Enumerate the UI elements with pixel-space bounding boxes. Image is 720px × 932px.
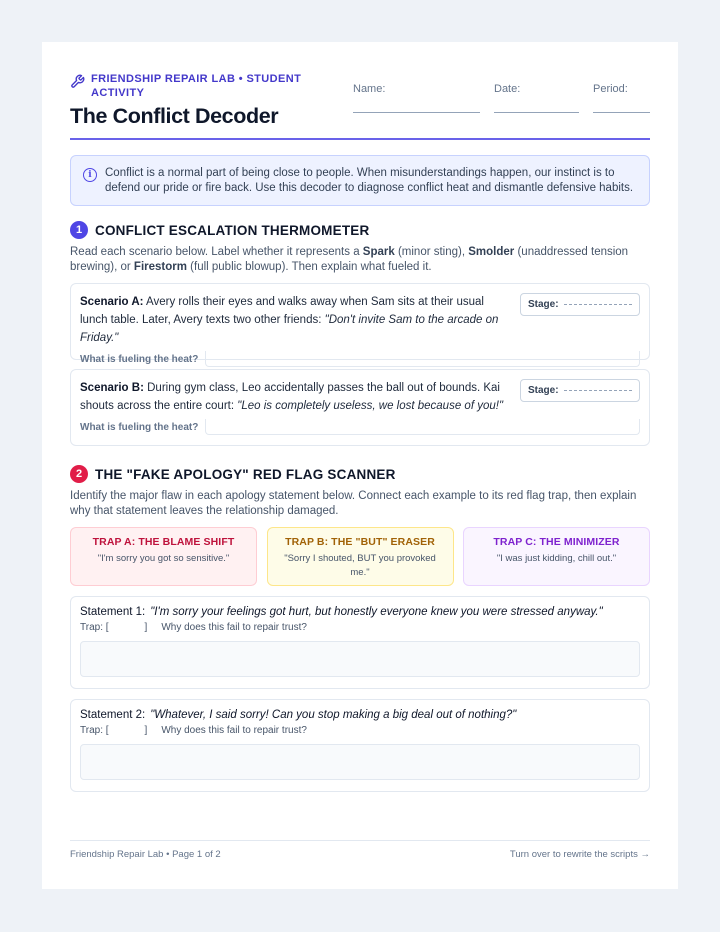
brand xyxy=(70,72,330,129)
page-title: The Conflict Decoder xyxy=(70,104,279,128)
stage-input[interactable] xyxy=(520,379,640,402)
date-field[interactable] xyxy=(494,83,579,113)
fuel-answer-input[interactable] xyxy=(205,351,640,367)
trap-quote: "Sorry I shouted, BUT you provoked me." xyxy=(284,553,436,578)
spark-term: Spark xyxy=(362,246,395,258)
header-rule xyxy=(70,138,650,140)
fuel-row xyxy=(80,419,640,435)
statement-line xyxy=(80,606,640,618)
firestorm-term: Firestorm xyxy=(133,260,187,273)
statement-line xyxy=(80,709,640,721)
why-question: Why does this fail to repair trust? xyxy=(161,725,307,736)
trap-quote: "I'm sorry you got so sensitive." xyxy=(97,553,230,564)
section-1-title: CONFLICT ESCALATION THERMOMETER xyxy=(95,222,370,238)
smolder-term: Smolder xyxy=(468,246,515,258)
section-2-title: THE "FAKE APOLOGY" RED FLAG SCANNER xyxy=(95,466,396,482)
answer-box[interactable] xyxy=(80,641,640,677)
period-field[interactable] xyxy=(593,83,650,113)
footer-left: Friendship Repair Lab • Page 1 of 2 xyxy=(70,849,221,860)
name-line[interactable] xyxy=(353,112,480,113)
section-2-number: 2 xyxy=(70,465,88,483)
statement-prompts xyxy=(80,725,640,736)
statement-quote: "Whatever, I said sorry! Can you stop making a big deal out of nothing?" xyxy=(150,709,517,721)
statement-label: Statement 1: xyxy=(80,606,146,618)
trap-card-b xyxy=(267,527,454,586)
section-2-intro: Identify the major flaw in each apology statement below. Connect each example to its red flag trap, then explain why that statement leaves the relationship damaged. xyxy=(70,490,637,517)
fuel-row xyxy=(80,351,640,367)
trap-card-c xyxy=(463,527,650,586)
fuel-label: What is fueling the heat? xyxy=(80,421,199,433)
worksheet-page xyxy=(42,42,678,889)
date-line[interactable] xyxy=(494,112,579,113)
header xyxy=(70,72,650,138)
stage-input[interactable] xyxy=(520,293,640,316)
wrench-icon xyxy=(70,74,85,89)
student-fields xyxy=(339,83,650,113)
date-label: Date: xyxy=(494,83,521,95)
statement-label: Statement 2: xyxy=(80,709,146,721)
period-label: Period: xyxy=(593,83,628,95)
info-text: Conflict is a normal part of being close to people. When misunderstandings happen, our instinct is to defend our pride or fire back. Use this decoder to diagnose conflict heat and dismantle defensive habits. xyxy=(105,167,634,194)
trap-title: TRAP A: THE BLAME SHIFT xyxy=(92,536,235,548)
fuel-answer-input[interactable] xyxy=(205,419,640,435)
trap-slot[interactable]: Trap: [ ] xyxy=(80,622,148,633)
kicker xyxy=(70,72,330,100)
trap-quote: "I was just kidding, chill out." xyxy=(496,553,617,564)
name-label: Name: xyxy=(353,83,386,95)
info-icon: i xyxy=(83,168,97,182)
scenario-text: Scenario A: Avery rolls their eyes and walks away when Sam sits at their usual lunch table. Later, Avery texts two other friends: "Don't invite Sam to the arcade on Friday." xyxy=(80,296,499,344)
statement-quote: "I'm sorry your feelings got hurt, but honestly everyone knew you were stressed anyway." xyxy=(150,606,603,618)
trap-title: TRAP C: THE MINIMIZER xyxy=(493,536,620,548)
section-1-heading xyxy=(70,221,650,239)
statement-card-1 xyxy=(70,596,650,689)
period-line[interactable] xyxy=(593,112,650,113)
scenario-card-b xyxy=(70,369,650,446)
why-question: Why does this fail to repair trust? xyxy=(161,622,307,633)
stage-label: Stage: xyxy=(528,299,559,310)
statement-card-2 xyxy=(70,699,650,792)
trap-cards xyxy=(70,527,650,586)
scenario-text: Scenario B: During gym class, Leo accidentally passes the ball out of bounds. Kai shouts across the entire court: "Leo is completely useless, we lost because of you!" xyxy=(80,382,504,412)
kicker-text: FRIENDSHIP REPAIR LAB • STUDENT ACTIVITY xyxy=(91,73,302,99)
name-field[interactable] xyxy=(353,83,480,113)
statement-prompts xyxy=(80,622,640,633)
trap-card-a xyxy=(70,527,257,586)
info-callout xyxy=(70,155,650,206)
section-2-heading xyxy=(70,465,650,483)
stage-label: Stage: xyxy=(528,385,559,396)
section-1-number: 1 xyxy=(70,221,88,239)
section-1-intro: Read each scenario below. Label whether it represents a Spark (minor sting), Smolder (unaddressed tension brewing), or Firestorm (full public blowup). Then explain what fueled it. xyxy=(70,246,629,273)
fuel-label: What is fueling the heat? xyxy=(80,353,199,365)
trap-slot[interactable]: Trap: [ ] xyxy=(80,725,148,736)
trap-title: TRAP B: THE "BUT" ERASER xyxy=(285,536,435,548)
footer xyxy=(70,840,650,860)
scenario-card-a xyxy=(70,283,650,365)
footer-right: Turn over to rewrite the scripts → xyxy=(509,849,650,860)
answer-box[interactable] xyxy=(80,744,640,780)
